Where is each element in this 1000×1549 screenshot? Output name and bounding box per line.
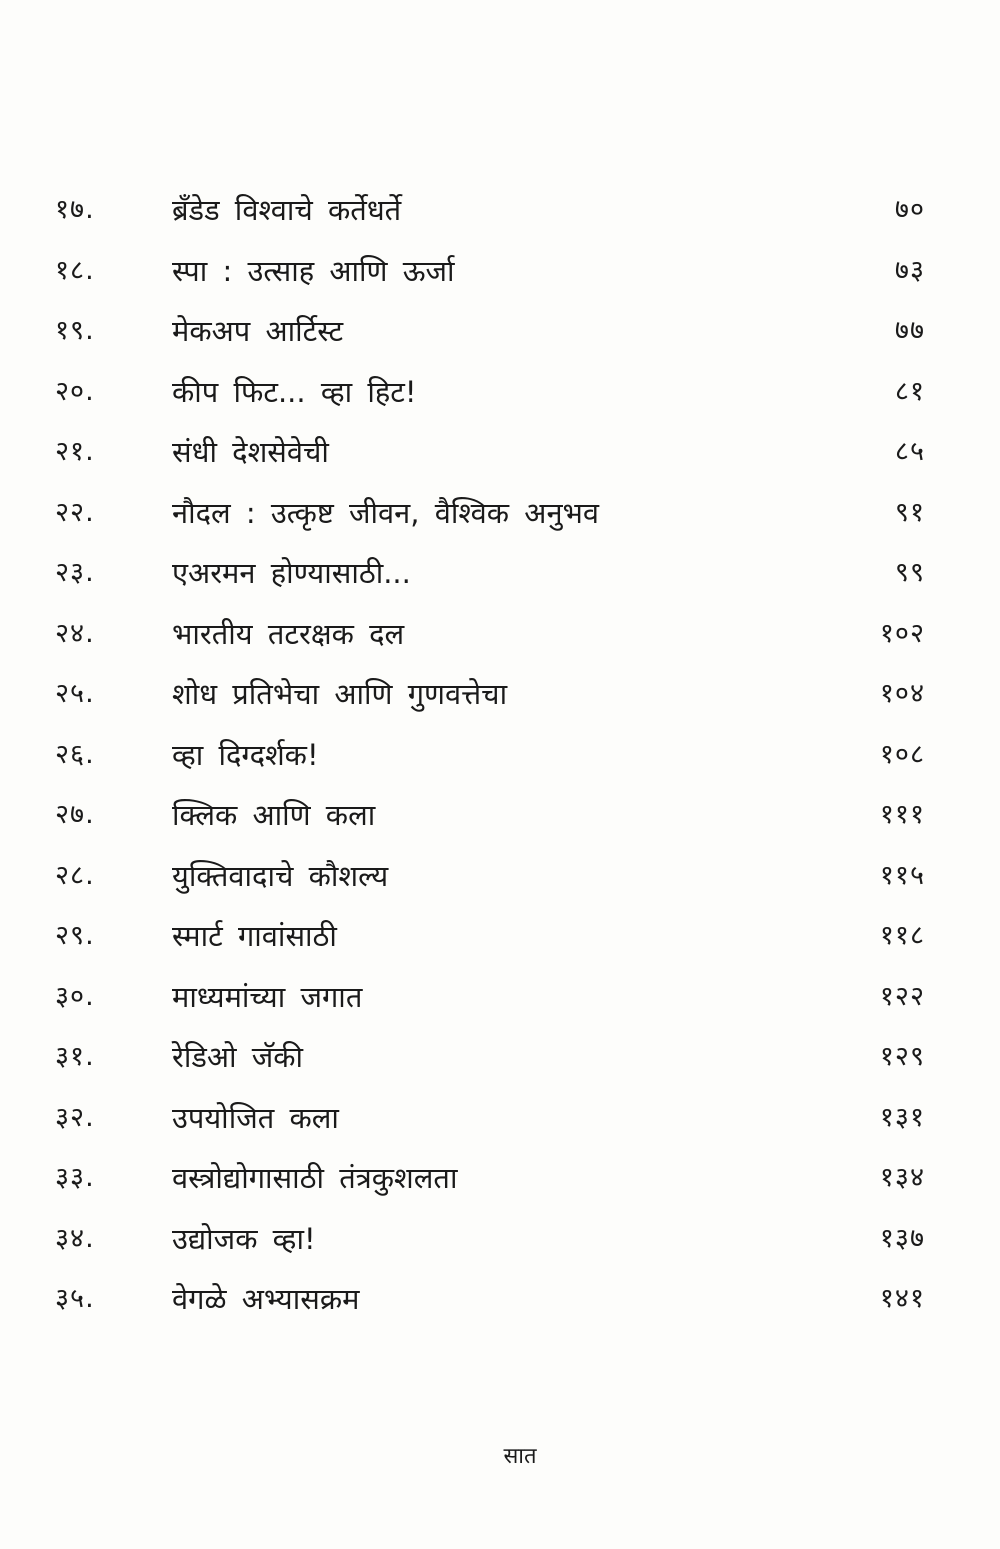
toc-entry-title: क्लिक आणि कला: [172, 798, 376, 832]
toc-entry: [0, 604, 1000, 665]
toc-entry-number: २८.: [55, 859, 95, 891]
toc-entry-number: २५.: [55, 678, 95, 709]
toc-entry-number: १९.: [55, 315, 95, 346]
toc-entry-page: १०२: [879, 617, 925, 649]
toc-entry-page: १२९: [879, 1041, 925, 1072]
toc-entry-page: ९१: [894, 496, 925, 528]
toc-entry: [0, 180, 1000, 241]
toc-entry-number: २२.: [55, 496, 95, 528]
toc-entry-title: मेकअप आर्टिस्ट: [172, 314, 344, 348]
toc-entry-number: १८.: [55, 254, 95, 286]
toc-entry-title: एअरमन होण्यासाठी...: [172, 556, 411, 590]
toc-entry: [0, 1027, 1000, 1088]
toc-entry: [0, 785, 1000, 846]
toc-entry-title: उद्योजक व्हा!: [172, 1221, 316, 1256]
toc-entry-title: उपयोजित कला: [172, 1100, 339, 1135]
toc-entry-page: ८५: [894, 436, 925, 467]
toc-entry-number: २१.: [55, 436, 95, 467]
toc-entry-page: ८१: [894, 375, 925, 407]
table-of-contents: [0, 180, 1000, 1330]
toc-entry-title: संधी देशसेवेची: [172, 435, 329, 469]
toc-entry-page: १३१: [879, 1101, 925, 1133]
toc-entry-title: भारतीय तटरक्षक दल: [172, 616, 405, 651]
toc-entry-title: वस्त्रोद्योगासाठी तंत्रकुशलता: [172, 1161, 458, 1195]
toc-entry-number: २७.: [55, 799, 95, 830]
toc-entry-page: १३४: [879, 1162, 925, 1193]
toc-entry-number: ३५.: [55, 1283, 95, 1314]
toc-entry-title: माध्यमांच्या जगात: [172, 979, 363, 1014]
toc-entry-number: ३१.: [55, 1041, 95, 1072]
toc-entry: [0, 906, 1000, 967]
toc-entry: [0, 483, 1000, 544]
toc-entry: [0, 301, 1000, 362]
toc-entry-page: ७७: [894, 315, 925, 346]
toc-entry-page: १४१: [879, 1283, 925, 1314]
toc-entry-number: २०.: [55, 375, 95, 407]
toc-entry-title: ब्रँडेड विश्वाचे कर्तेधर्ते: [172, 193, 402, 227]
toc-entry-number: ३२.: [55, 1101, 95, 1133]
toc-entry: [0, 967, 1000, 1028]
toc-entry-page: १३७: [879, 1222, 925, 1254]
toc-entry: [0, 1209, 1000, 1270]
toc-entry-number: २३.: [55, 557, 95, 588]
toc-entry-page: १११: [879, 799, 925, 830]
toc-entry-title: नौदल : उत्कृष्ट जीवन, वैश्विक अनुभव: [172, 495, 600, 530]
toc-entry-title: शोध प्रतिभेचा आणि गुणवत्तेचा: [172, 677, 508, 711]
toc-entry-page: ९९: [894, 557, 925, 588]
toc-entry-number: ३३.: [55, 1162, 95, 1193]
toc-entry-number: ३४.: [55, 1222, 95, 1254]
toc-entry-number: २६.: [55, 738, 95, 770]
page-number-footer: सात: [503, 1444, 537, 1469]
toc-entry: [0, 241, 1000, 302]
toc-entry: [0, 1148, 1000, 1209]
toc-entry-number: ३०.: [55, 980, 95, 1012]
toc-entry: [0, 664, 1000, 725]
toc-entry: [0, 543, 1000, 604]
toc-entry-page: १०८: [879, 738, 925, 770]
toc-entry-title: कीप फिट... व्हा हिट!: [172, 374, 417, 409]
toc-entry-number: १७.: [55, 194, 95, 225]
toc-entry-title: युक्तिवादाचे कौशल्य: [172, 858, 389, 893]
toc-entry-title: वेगळे अभ्यासक्रम: [172, 1282, 360, 1316]
toc-entry-number: २४.: [55, 617, 95, 649]
toc-entry: [0, 725, 1000, 786]
toc-entry: [0, 1269, 1000, 1330]
toc-entry-title: व्हा दिग्दर्शक!: [172, 737, 319, 772]
toc-entry: [0, 362, 1000, 423]
toc-entry: [0, 422, 1000, 483]
toc-entry-page: १०४: [879, 678, 925, 709]
toc-entry-title: स्मार्ट गावांसाठी: [172, 919, 337, 953]
toc-entry-page: ७३: [894, 254, 925, 286]
toc-entry: [0, 1088, 1000, 1149]
toc-entry-page: ११८: [879, 920, 925, 951]
toc-entry-title: रेडिओ जॅकी: [172, 1040, 304, 1074]
toc-entry-number: २९.: [55, 920, 95, 951]
toc-entry-title: स्पा : उत्साह आणि ऊर्जा: [172, 253, 455, 288]
toc-entry-page: ११५: [879, 859, 925, 891]
toc-entry-page: ७०: [894, 194, 925, 225]
toc-entry: [0, 846, 1000, 907]
toc-entry-page: १२२: [879, 980, 925, 1012]
